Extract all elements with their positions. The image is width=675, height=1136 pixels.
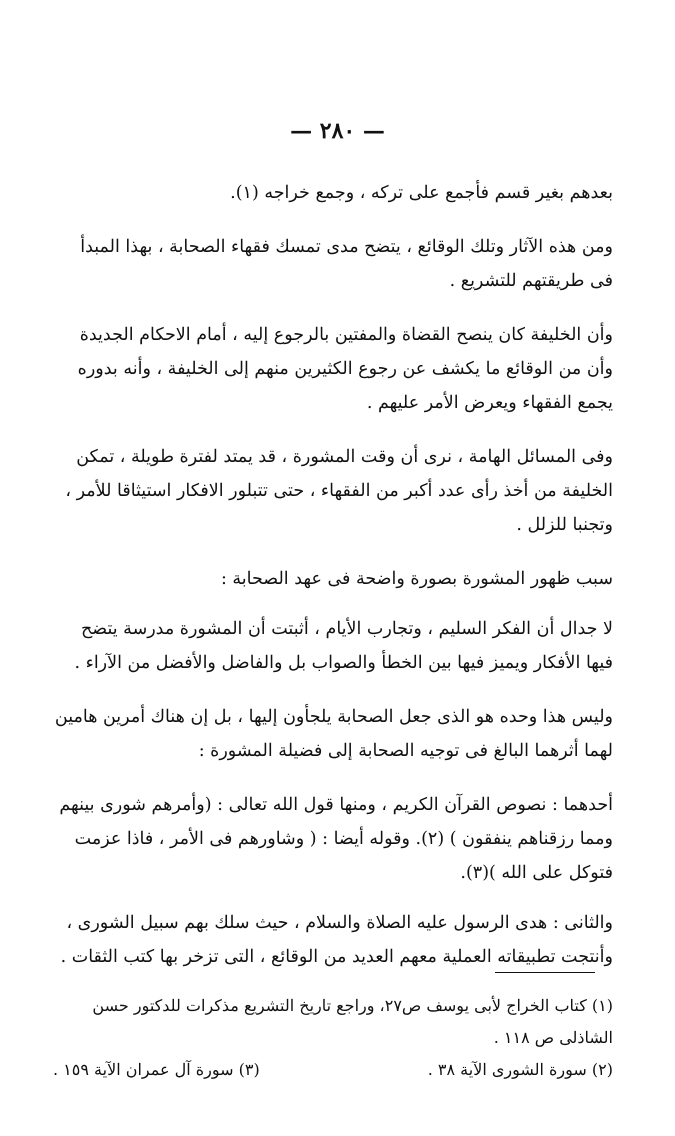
paragraph-6: وليس هذا وحده هو الذى جعل الصحابة يلجأون إليها ، بل إن هناك أمرين هامين لهما أثرهما البالغ فى توجيه الصحابة إلى فضيلة المشورة : xyxy=(54,707,613,761)
paragraph-2: ومن هذه الآثار وتلك الوقائع ، يتضح مدى تمسك فقهاء الصحابة ، بهذا المبدأ فى طريقتهم للتشريع . xyxy=(80,237,613,291)
footnote-divider xyxy=(495,972,595,973)
paragraph-4: وفى المسائل الهامة ، نرى أن وقت المشورة ، قد يمتد لفترة طويلة ، تمكن الخليفة من أخذ رأى عدد أكبر من الفقهاء ، حتى تتبلور الافكار استيثاقا للأمر ، وتجنبا للزلل . xyxy=(65,447,613,535)
footnote-2: (٢) سورة الشورى الآية ٣٨ . xyxy=(427,1060,613,1079)
paragraph-7: أحدهما : نصوص القرآن الكريم ، ومنها قول الله تعالى : (وأمرهم شورى بينهم ومما رزقناهم ينفقون ) (٢). وقوله أيضا : ( وشاورهم فى الأمر ، فاذا عزمت فتوكل على الله )(٣). xyxy=(59,795,613,883)
paragraph-5: لا جدال أن الفكر السليم ، وتجارب الأيام ، أثبتت أن المشورة مدرسة يتضح فيها الأفكار ويميز فيها بين الخطأ والصواب بل والفاضل والأفضل من الآراء . xyxy=(74,619,613,673)
footnotes xyxy=(53,990,613,1086)
section-heading: سبب ظهور المشورة بصورة واضحة فى عهد الصحابة : xyxy=(220,569,613,589)
page-number: — ٢٨٠ — xyxy=(290,118,385,144)
footnote-row xyxy=(53,1054,613,1086)
footnote-1: (١) كتاب الخراج لأبى يوسف ص٢٧، وراجع تاريخ التشريع مذكرات للدكتور حسن الشاذلى ص ١١٨ . xyxy=(92,996,613,1047)
paragraph-3: وأن الخليفة كان ينصح القضاة والمفتين بالرجوع إليه ، أمام الاحكام الجديدة وأن من الوقائع ما يكشف عن رجوع الكثيرين منهم إلى الخليفة ، وأنه بدوره يجمع الفقهاء ويعرض الأمر عليهم . xyxy=(77,325,613,413)
paragraph-8: والثانى : هدى الرسول عليه الصلاة والسلام ، حيث سلك بهم سبيل الشورى ، وأنتجت تطبيقاته العملية معهم العديد من الوقائع ، التى تزخر بها كتب الثقات . xyxy=(60,913,613,967)
footnote-3: (٣) سورة آل عمران الآية ١٥٩ . xyxy=(53,1060,260,1079)
paragraph-1: بعدهم بغير قسم فأجمع على تركه ، وجمع خراجه (١). xyxy=(230,183,613,203)
body-text xyxy=(53,176,613,994)
